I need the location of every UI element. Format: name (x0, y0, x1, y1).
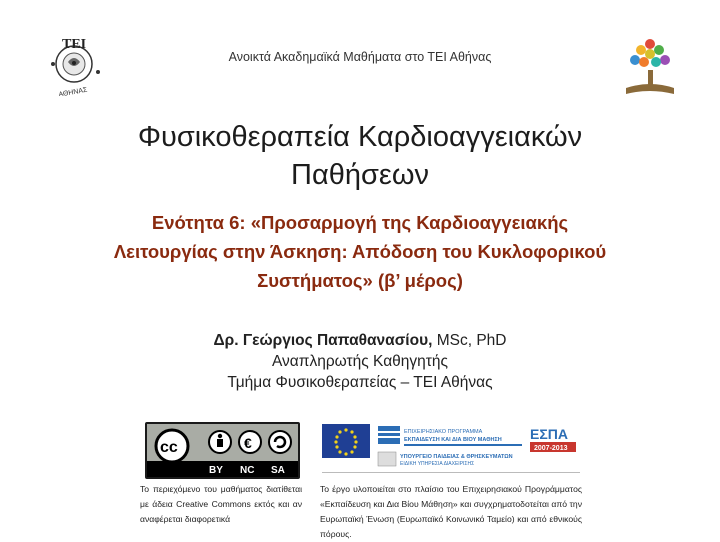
tei-athens-logo (44, 32, 108, 96)
author-position: Αναπληρωτής Καθηγητής (272, 353, 448, 370)
cc-logo-icon: cc (160, 439, 178, 456)
open-courses-logo (620, 32, 682, 98)
cc-by-label: BY (209, 465, 223, 476)
page-title (40, 118, 680, 194)
author-name: Δρ. Γεώργιος Παπαθανασίου, (213, 332, 433, 349)
svg-text:ΕΚΠΑΙΔΕΥΣΗ ΚΑΙ ΔΙΑ ΒΙΟΥ ΜΑΘΗΣΗ: ΕΚΠΑΙΔΕΥΣΗ ΚΑΙ ΔΙΑ ΒΙΟΥ ΜΑΘΗΣΗ (404, 437, 502, 443)
svg-text:ΥΠΟΥΡΓΕΙΟ ΠΑΙΔΕΙΑΣ & ΘΡΗΣΚΕΥΜΑ: ΥΠΟΥΡΓΕΙΟ ΠΑΙΔΕΙΑΣ & ΘΡΗΣΚΕΥΜΑΤΩΝ (400, 454, 513, 460)
subtitle-line-3: Συστήματος» (β’ μέρος) (257, 270, 463, 291)
title-line-1: Φυσικοθεραπεία Καρδιοαγγειακών (137, 121, 583, 153)
svg-text:ΤΕΙ: ΤΕΙ (62, 37, 87, 52)
title-line-2: Παθήσεων (291, 159, 429, 191)
svg-text:ΑΘΗΝΑΣ: ΑΘΗΝΑΣ (58, 86, 88, 96)
header-course-banner: Ανοικτά Ακαδημαϊκά Μαθήματα στο ΤΕΙ Αθήνας (228, 50, 492, 64)
cc-sa-label: SA (271, 465, 285, 476)
unit-subtitle (60, 208, 660, 295)
open-courses-tree-icon (620, 32, 682, 98)
author-department: Τμήμα Φυσικοθεραπείας – ΤΕΙ Αθήνας (227, 374, 493, 391)
cc-nc-label: NC (240, 465, 255, 476)
license-notice: Το περιεχόμενο του μαθήματος διατίθεται με άδεια Creative Commons εκτός και αν αναφέρεται διαφορετικά (140, 484, 302, 524)
funding-notice: Το έργο υλοποιείται στο πλαίσιο του Επιχειρησιακού Προγράμματος «Εκπαίδευση και Δια Βίου Μάθηση» και συγχρηματοδοτείται από την Ευρωπαϊκή Ένωση (Ευρωπαϊκό Κοινωνικό Ταμείο) και από εθνικούς πόρους. (320, 484, 582, 539)
subtitle-line-2: Λειτουργίας στην Άσκηση: Απόδοση του Κυκλοφορικού (113, 241, 607, 262)
svg-text:2007-2013: 2007-2013 (534, 445, 568, 452)
cc-icons (147, 424, 298, 464)
espa-logo: ΕΣΠΑ (530, 426, 568, 442)
subtitle-line-1: Ενότητα 6: «Προσαρμογή της Καρδιοαγγειακής (151, 212, 569, 233)
by-person-icon (218, 434, 222, 438)
nc-dollar-icon: € (244, 435, 252, 451)
author-block (100, 330, 620, 393)
author-degrees: MSc, PhD (432, 332, 507, 349)
tei-athens-seal-icon (44, 32, 108, 96)
svg-text:ΕΙΔΙΚΗ ΥΠΗΡΕΣΙΑ ΔΙΑΧΕΙΡΙΣΗΣ: ΕΙΔΙΚΗ ΥΠΗΡΕΣΙΑ ΔΙΑΧΕΙΡΙΣΗΣ (400, 461, 475, 467)
svg-text:ΕΠΙΧΕΙΡΗΣΙΑΚΟ ΠΡΟΓΡΑΜΜΑ: ΕΠΙΧΕΙΡΗΣΙΑΚΟ ΠΡΟΓΡΑΜΜΑ (404, 429, 483, 435)
eu-funding-logos (320, 422, 582, 480)
author-line (100, 330, 620, 351)
cc-license-badge[interactable] (145, 422, 300, 479)
eu-funding-strip (320, 422, 582, 480)
